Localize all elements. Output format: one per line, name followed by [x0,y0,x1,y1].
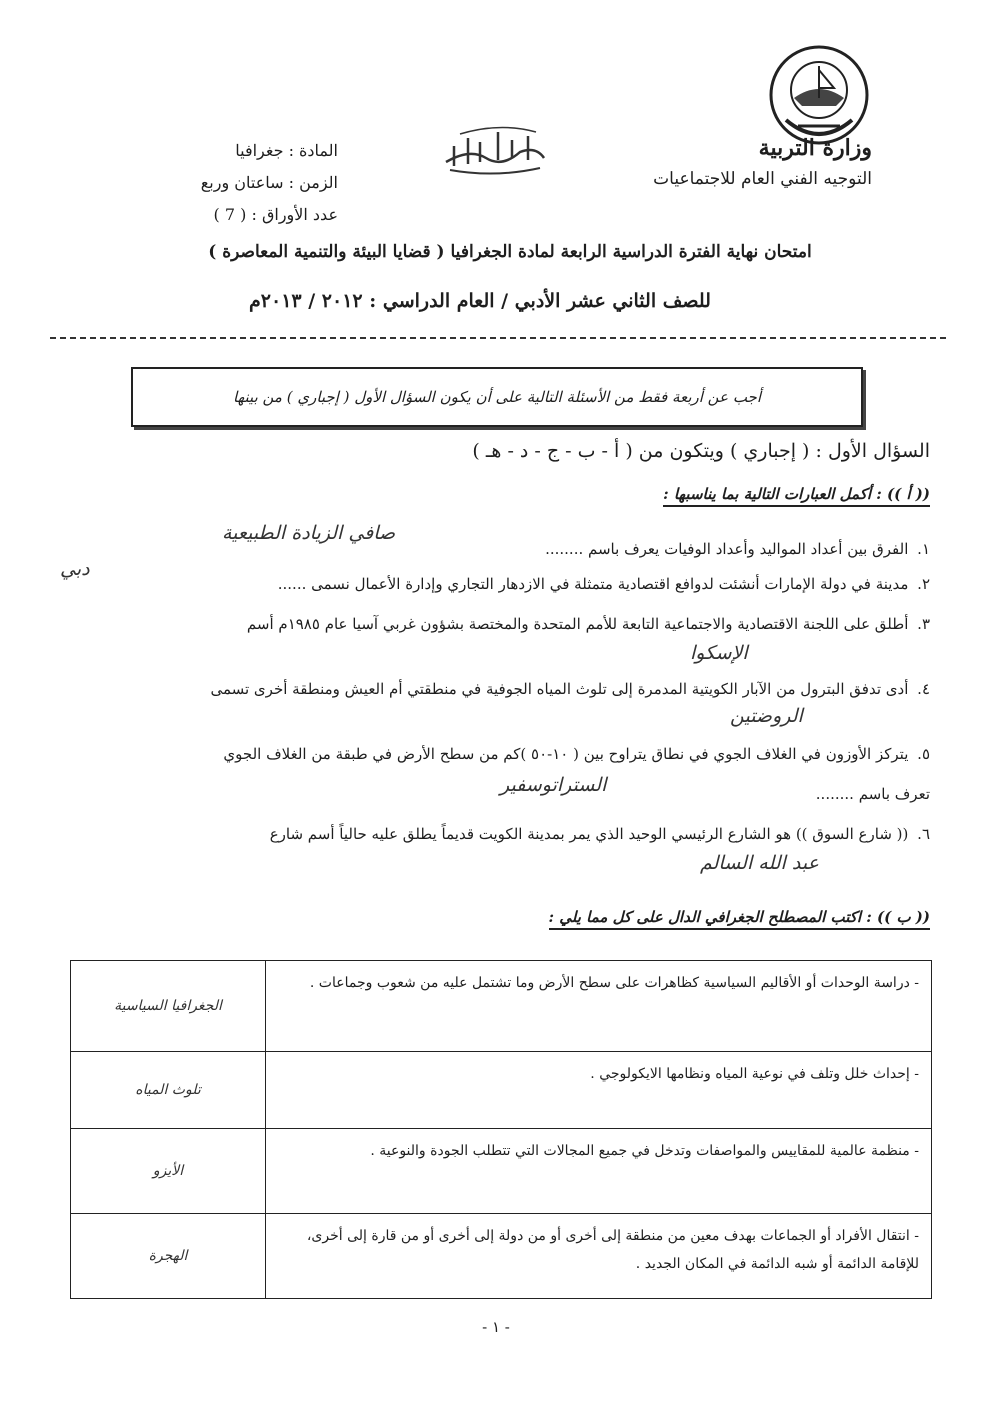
handwritten-answer-6: عبد الله السالم [700,852,819,874]
definition-cell: - انتقال الأفراد أو الجماعات بهدف معين من منطقة إلى أخرى أو من دولة إلى أخرى أو من قارة إلى أخرى، للإقامة الدائمة أو شبه الدائمة في المكان الجديد . [266,1214,932,1299]
definition-cell: - دراسة الوحدات أو الأقاليم السياسية كظاهرات على سطح الأرض وما تشتمل عليه من شعوب وجماعات . [266,961,932,1052]
fill-item-5: ٥. يتركز الأوزون في الغلاف الجوي في نطاق يتراوح بين ( ١٠-٥٠ )كم من سطح الأرض في طبقة من الغلاف الجوي [223,745,930,763]
table-row [71,1052,932,1129]
exam-class-year: للصف الثاني عشر الأدبي / العام الدراسي : ٢٠١٢ / ٢٠١٣م [249,290,711,312]
pages-count-label: عدد الأوراق : ( 7 ) [213,205,338,224]
instruction-box [131,367,863,427]
page-number: - ١ - [482,1318,510,1336]
question-1-heading: السؤال الأول : ( إجباري ) ويتكون من ( أ - ب - ج - د - هـ ) [472,440,930,462]
handwritten-answer-3: الإسكوا [690,642,748,664]
fill-item-4: ٤. أدى تدفق البترول من الآبار الكويتية المدمرة إلى تلوث المياه الجوفية في منطقتي أم العيش ومنطقة أخرى تسمى [210,680,930,698]
answer-cell: الأيزو [71,1129,266,1214]
part-a-heading: (( أ )) : أكمل العبارات التالية بما يناسبها : [663,485,930,507]
table-row [71,1214,932,1299]
table-row [71,961,932,1052]
answer-cell: الهجرة [71,1214,266,1299]
answer-cell: تلوث المياه [71,1052,266,1129]
subject-label: المادة : جغرافيا [235,141,338,160]
handwritten-answer-2: دبي [60,558,90,580]
definition-cell: - منظمة عالمية للمقاييس والمواصفات وتدخل في جميع المجالات التي تتطلب الجودة والنوعية . [266,1129,932,1214]
fill-item-5-line2: تعرف باسم ........ [815,785,930,803]
divider [50,337,946,339]
part-b-heading: (( ب )) : اكتب المصطلح الجغرافي الدال على كل مما يلي : [549,908,930,930]
fill-item-3: ٣. أطلق على اللجنة الاقتصادية والاجتماعية التابعة للأمم المتحدة والمختصة بشؤون غربي آسيا عام ١٩٨٥م أسم [246,615,930,633]
fill-item-2: ٢. مدينة في دولة الإمارات أنشئت لدوافع اقتصادية متمثلة في الازدهار التجاري وإدارة الأعمال نسمى ...... [277,575,930,593]
terms-table [70,960,932,1299]
ministry-name: وزارة التربية [758,135,872,161]
definition-cell: - إحداث خلل وتلف في نوعية المياه ونظامها الايكولوجي . [266,1052,932,1129]
fill-item-1: ١. الفرق بين أعداد المواليد وأعداد الوفيات يعرف باسم ........ [545,540,930,558]
handwritten-answer-5: الستراتوسفير [500,774,607,796]
handwritten-answer-4: الروضتين [730,705,803,727]
handwritten-answer-1: صافي الزيادة الطبيعية [222,522,396,544]
exam-info [118,135,338,231]
answer-cell: الجغرافيا السياسية [71,961,266,1052]
kuwait-emblem-icon [764,40,874,150]
table-row [71,1129,932,1214]
duration-label: الزمن : ساعتان وربع [200,173,338,192]
department-name: التوجيه الفني العام للاجتماعيات [653,169,872,189]
instruction-text: أجب عن أربعة فقط من الأسئلة التالية على أن يكون السؤال الأول ( إجباري ) من بينها [233,388,761,406]
basmala-calligraphy [440,118,550,178]
fill-item-6: ٦. (( شارع السوق )) هو الشارع الرئيسي الوحيد الذي يمر بمدينة الكويت قديماً يطلق عليه حالياً أسم شارع [269,825,930,843]
exam-title: امتحان نهاية الفترة الدراسية الرابعة لمادة الجغرافيا ( قضايا البيئة والتنمية المعاصرة ) [208,242,812,262]
